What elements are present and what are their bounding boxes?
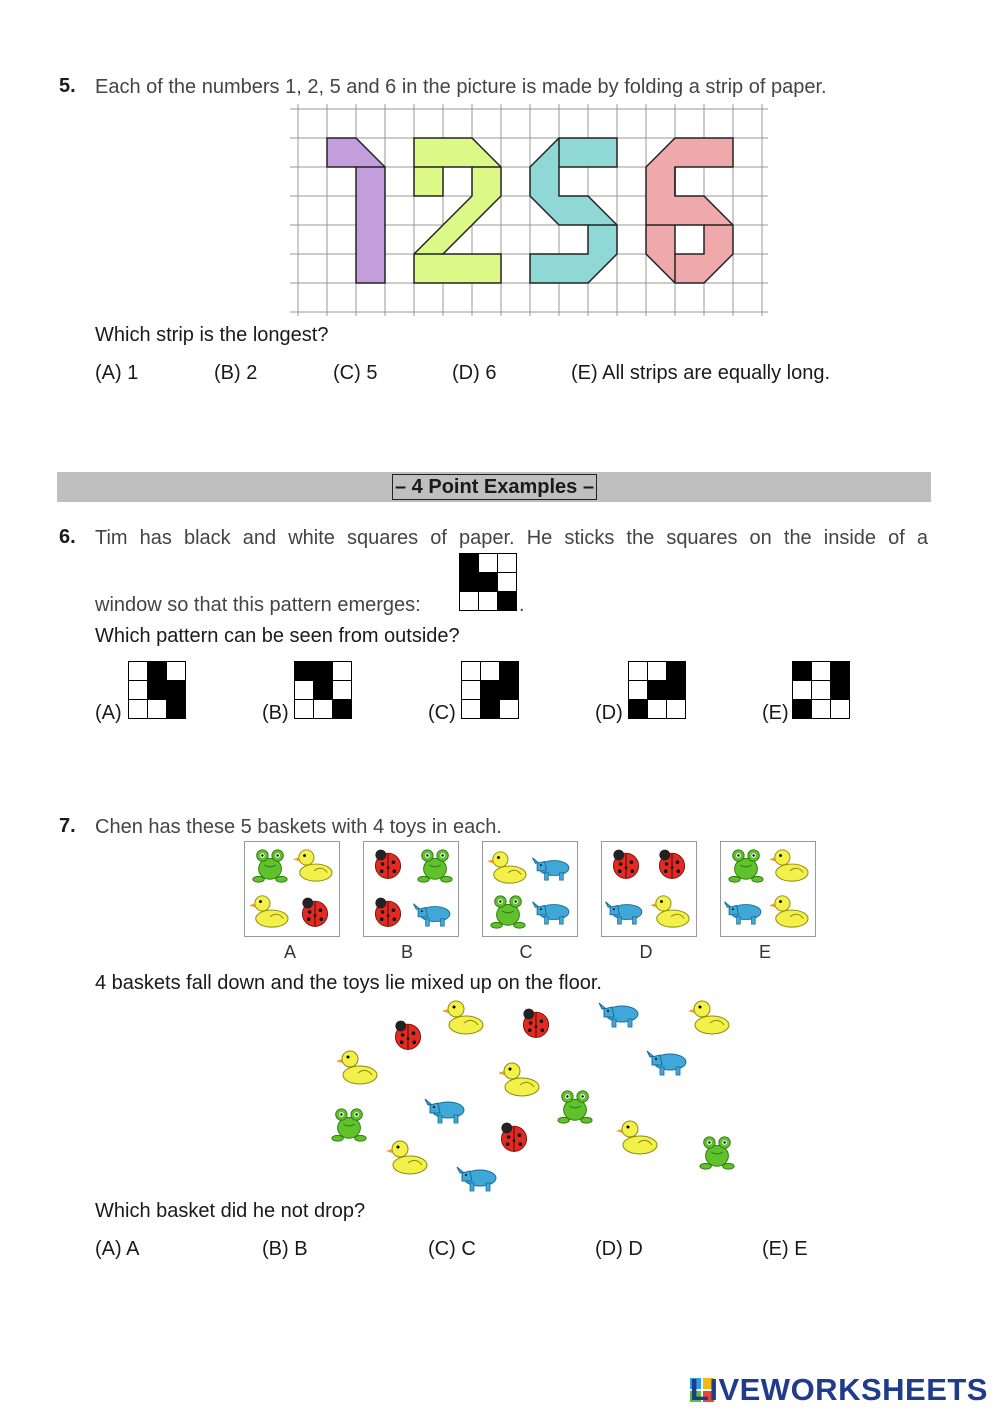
q6-option-b-label[interactable]: (B): [262, 702, 289, 724]
q7-text: Chen has these 5 baskets with 4 toys in each.: [95, 816, 502, 838]
q7-number: 7.: [59, 815, 76, 837]
frog-icon: [698, 1133, 736, 1171]
q6-option-b-pattern[interactable]: [294, 661, 354, 721]
duck-icon: [442, 997, 486, 1037]
q5-digits-figure: [290, 104, 770, 318]
duck-icon: [769, 846, 811, 884]
q6-option-e-pattern[interactable]: [792, 661, 852, 721]
q6-text-line2: window so that this pattern emerges:: [95, 594, 421, 616]
q7-option-a[interactable]: (A) A: [95, 1238, 140, 1260]
duck-icon: [688, 997, 732, 1037]
frog-icon: [489, 892, 527, 930]
basket-e: [720, 841, 816, 937]
q7-option-e[interactable]: (E) E: [762, 1238, 808, 1260]
rhino-icon: [456, 1163, 502, 1193]
digit-one: [327, 138, 385, 283]
basket-b: [363, 841, 459, 937]
ladybug-icon: [654, 846, 690, 882]
q5-option-d[interactable]: (D) 6: [452, 362, 497, 384]
duck-icon: [769, 892, 811, 930]
rhino-icon: [531, 854, 575, 882]
basket-a-label: A: [283, 942, 296, 962]
ladybug-icon: [390, 1017, 426, 1053]
duck-icon: [616, 1117, 660, 1157]
duck-icon: [487, 848, 529, 886]
basket-d: [601, 841, 697, 937]
rhino-icon: [531, 898, 575, 926]
q6-option-c-pattern[interactable]: [461, 661, 521, 721]
ladybug-icon: [370, 846, 406, 882]
q7-option-c[interactable]: (C) C: [428, 1238, 476, 1260]
duck-icon: [293, 846, 335, 884]
rhino-icon: [598, 999, 644, 1029]
q5-option-c[interactable]: (C) 5: [333, 362, 378, 384]
q6-option-a-label[interactable]: (A): [95, 702, 122, 724]
rhino-icon: [646, 1047, 692, 1077]
digit-five: [530, 138, 617, 283]
q5-option-e[interactable]: (E) All strips are equally long.: [571, 362, 831, 384]
basket-b-label: B: [400, 942, 413, 962]
duck-icon: [249, 892, 291, 930]
q6-text-line1: Tim has black and white squares of paper. He sticks the squares on the inside of a: [95, 527, 928, 549]
footer-logo[interactable]: LIVEWORKSHEETS: [689, 1372, 988, 1407]
duck-icon: [650, 892, 692, 930]
basket-e-label: E: [758, 942, 771, 962]
frog-icon: [416, 846, 454, 884]
ladybug-icon: [518, 1005, 554, 1041]
duck-icon: [386, 1137, 430, 1177]
basket-c-label: C: [519, 942, 533, 962]
q6-pattern: [459, 553, 519, 613]
rhino-icon: [604, 898, 648, 926]
floor-toys: [320, 995, 760, 1195]
q6-option-a-pattern[interactable]: [128, 661, 188, 721]
basket-c: [482, 841, 578, 937]
q6-number: 6.: [59, 526, 76, 548]
rhino-icon: [723, 898, 767, 926]
q6-question: Which pattern can be seen from outside?: [95, 625, 460, 647]
q5-option-a[interactable]: (A) 1: [95, 362, 139, 384]
frog-icon: [727, 846, 765, 884]
q7-option-b[interactable]: (B) B: [262, 1238, 308, 1260]
ladybug-icon: [297, 894, 333, 930]
digit-six: [646, 138, 733, 283]
q6-option-e-label[interactable]: (E): [762, 702, 789, 724]
ladybug-icon: [370, 894, 406, 930]
q5-question: Which strip is the longest?: [95, 324, 329, 346]
frog-icon: [251, 846, 289, 884]
q6-option-c-label[interactable]: (C): [428, 702, 456, 724]
q6-option-d-label[interactable]: (D): [595, 702, 623, 724]
frog-icon: [556, 1087, 594, 1125]
q5-option-b[interactable]: (B) 2: [214, 362, 258, 384]
q7-question: Which basket did he not drop?: [95, 1200, 366, 1222]
duck-icon: [498, 1059, 542, 1099]
digit-two: [414, 138, 501, 283]
q6-option-d-pattern[interactable]: [628, 661, 688, 721]
q7-text2: 4 baskets fall down and the toys lie mixed up on the floor.: [95, 972, 602, 994]
ladybug-icon: [608, 846, 644, 882]
basket-a: [244, 841, 340, 937]
duck-icon: [336, 1047, 380, 1087]
rhino-icon: [412, 900, 456, 928]
q7-option-d[interactable]: (D) D: [595, 1238, 643, 1260]
q6-period: .: [519, 594, 525, 616]
basket-d-label: D: [639, 942, 653, 962]
rhino-icon: [424, 1095, 470, 1125]
ladybug-icon: [496, 1119, 532, 1155]
frog-icon: [330, 1105, 368, 1143]
q5-text: Each of the numbers 1, 2, 5 and 6 in the picture is made by folding a strip of paper.: [95, 76, 827, 98]
q5-number: 5.: [59, 75, 76, 97]
section-label: – 4 Point Examples –: [392, 474, 597, 500]
